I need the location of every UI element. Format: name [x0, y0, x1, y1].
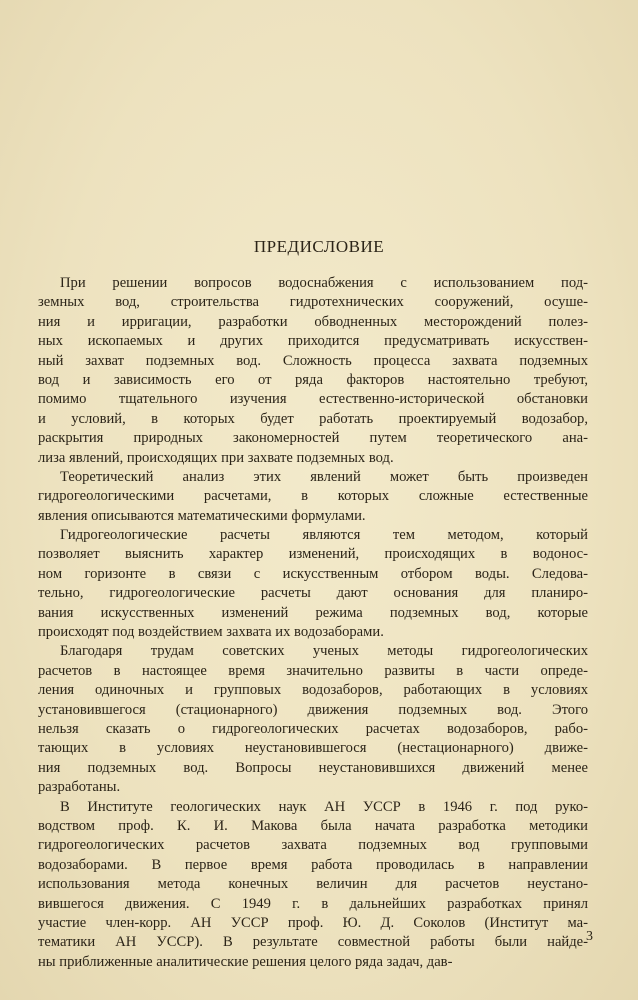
text-line: В Институте геологических наук АН УССР в 1946 г. под руко-: [60, 798, 588, 815]
text-line: гидрогеологическими расчетами, в которых сложные естественные: [38, 488, 588, 505]
text-line: ны приближенные аналитические решения целого ряда задач, дав-: [38, 953, 453, 970]
text-line: ния подземных вод. Вопросы неустановившихся движений менее: [38, 759, 588, 776]
text-line: Благодаря трудам советских ученых методы гидрогеологических: [60, 643, 588, 660]
text-line: вившегося движения. С 1949 г. в дальнейших разработках принял: [38, 895, 588, 912]
text-line: тельно, гидрогеологические расчеты дают основания для планиро-: [38, 585, 588, 602]
text-line: нельзя сказать о гидрогеологических расчетах водозаборов, рабо-: [38, 720, 588, 737]
text-line: использования метода конечных величин для расчетов неустано-: [38, 876, 588, 893]
text-line: вод и зависимость его от ряда факторов настоятельно требуют,: [38, 371, 588, 388]
text-line: Теоретический анализ этих явлений может быть произведен: [60, 468, 588, 485]
text-line: ный захват подземных вод. Сложность процесса захвата подземных: [38, 352, 588, 369]
text-line: Гидрогеологические расчеты являются тем методом, который: [60, 527, 588, 544]
text-line: ном горизонте в связи с искусственным отбором воды. Следова-: [38, 565, 588, 582]
body-text: [38, 274, 588, 972]
text-line: ления одиночных и групповых водозаборов, работающих в условиях: [38, 682, 588, 699]
text-line: позволяет выяснить характер изменений, происходящих в водонос-: [38, 546, 588, 563]
text-line: расчетов в настоящее время значительно развиты в части опреде-: [38, 662, 588, 679]
text-line: явления описываются математическими формулами.: [38, 507, 366, 524]
page-title: ПРЕДИСЛОВИЕ: [253, 237, 385, 256]
text-line: гидрогеологических расчетов захвата подземных вод групповыми: [38, 837, 588, 854]
text-line: раскрытия природных закономерностей путем теоретического ана-: [38, 430, 588, 447]
text-line: разработаны.: [38, 779, 121, 796]
text-line: тематики АН УССР). В результате совместной работы были найде-: [38, 934, 588, 951]
text-line: земных вод, строительства гидротехнических сооружений, осуше-: [38, 294, 588, 311]
text-line: водозаборами. В первое время работа проводилась в направлении: [38, 856, 588, 873]
text-line: лиза явлений, происходящих при захвате подземных вод.: [38, 449, 394, 466]
page-number: 3: [586, 929, 593, 944]
text-line: При решении вопросов водоснабжения с использованием под-: [60, 275, 588, 291]
text-line: ния и ирригации, разработки обводненных месторождений полез-: [38, 313, 588, 330]
text-line: тающих в условиях неустановившегося (нестационарного) движе-: [38, 740, 588, 757]
text-line: помимо тщательного изучения естественно-исторической обстановки: [38, 391, 588, 408]
text-line: участие член-корр. АН УССР проф. Ю. Д. Соколов (Институт ма-: [38, 914, 588, 931]
text-line: водством проф. К. И. Макова была начата разработка методики: [38, 817, 588, 834]
text-line: вания искусственных изменений режима подземных вод, которые: [38, 604, 588, 621]
text-line: происходят под воздействием захвата их водозаборами.: [38, 624, 384, 641]
text-line: ных ископаемых и других приходится предусматривать искусствен-: [38, 333, 588, 350]
text-line: установившегося (стационарного) движения подземных вод. Этого: [38, 701, 588, 718]
text-line: и условий, в которых будет работать проектируемый водозабор,: [38, 410, 588, 427]
